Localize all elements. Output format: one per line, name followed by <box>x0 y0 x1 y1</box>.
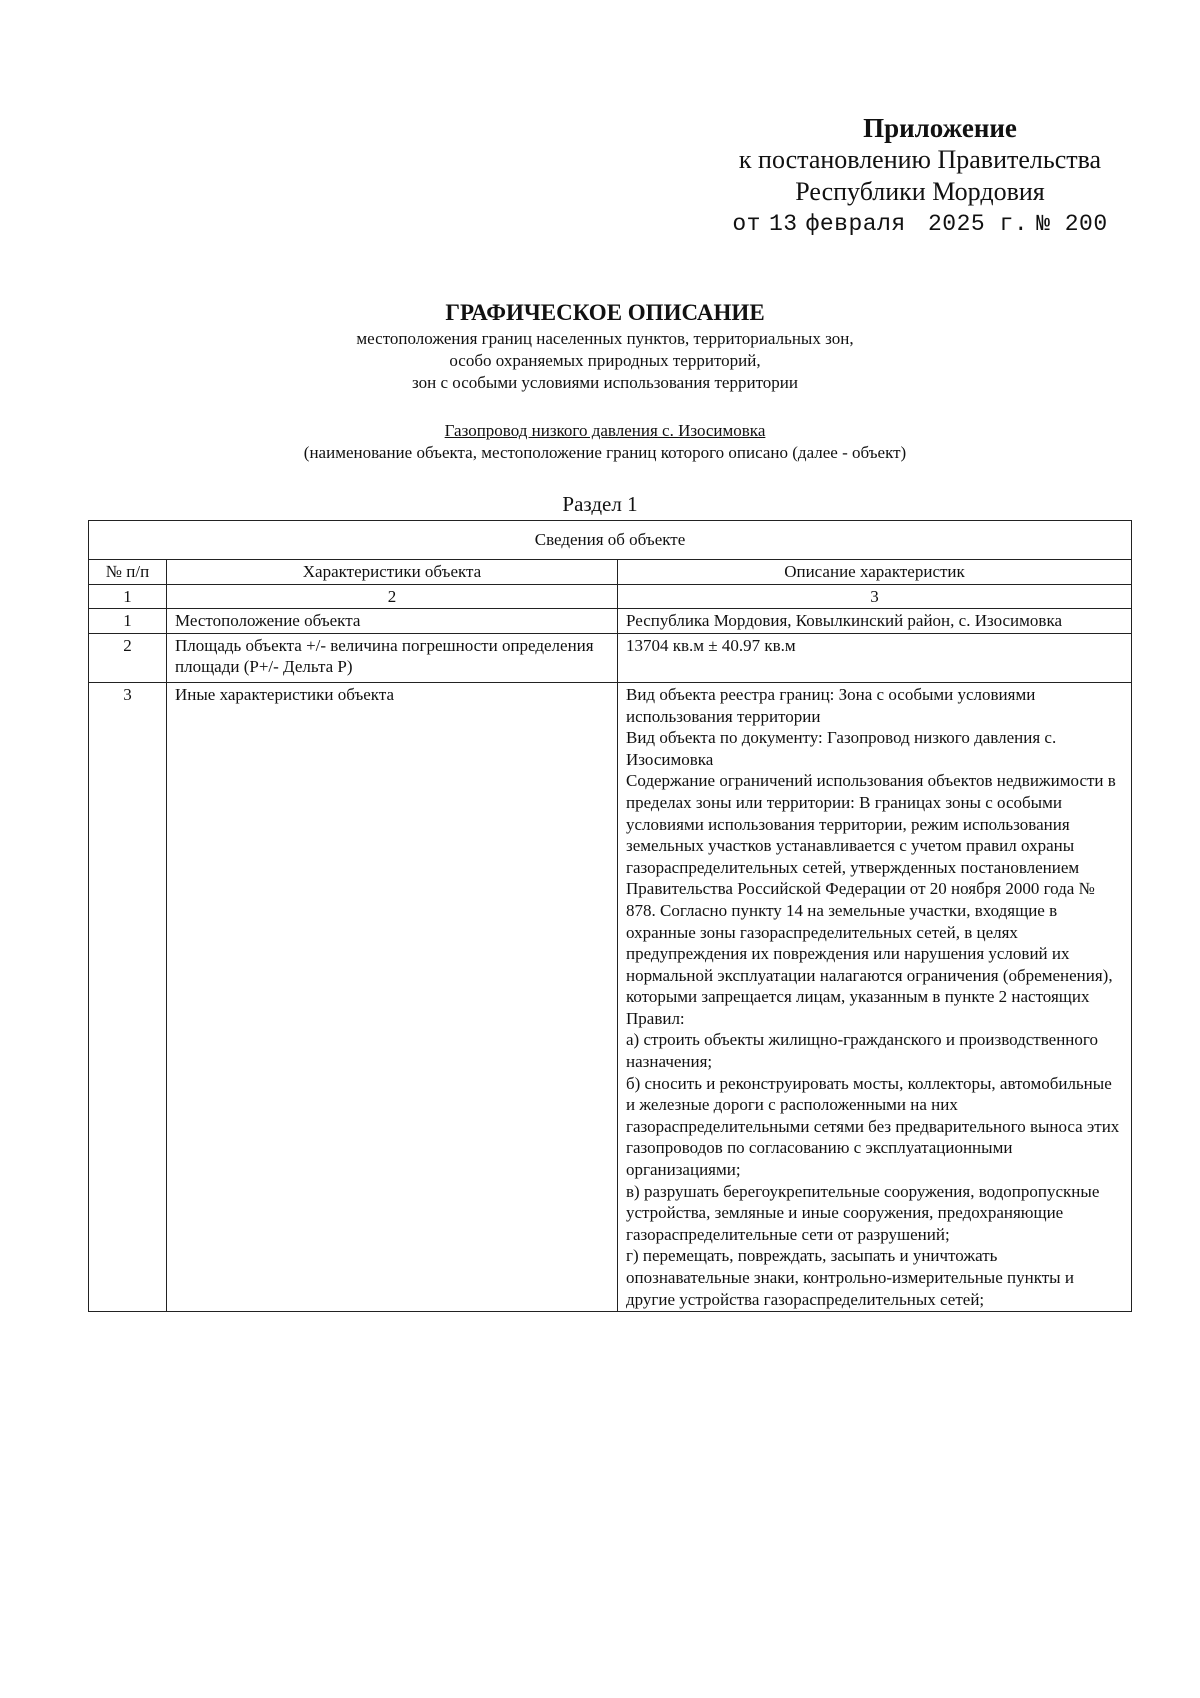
description-paragraph: Вид объекта по документу: Газопровод низкого давления с. Изосимовка <box>626 728 1057 769</box>
description-paragraph: Содержание ограничений использования объектов недвижимости в пределах зоны или территории: В границах зоны с особыми условиями использования территории, режим использования земельных участков устанавливается с учетом правил охраны газораспределительных сетей, утвержденных постановлением Правительства Российской Федерации от 20 ноября 2000 года № 878. Согласно пункту 14 на земельные участки, входящие в охранные зоны газораспределительных сетей, в целях предупреждения их повреждения или нарушения условий их нормальной эксплуатации налагаются ограничения (обременения), которыми запрещается лицам, указанным в пункте 2 настоящих Правил: <box>626 771 1116 1028</box>
document-heading <box>140 298 1070 394</box>
table-row <box>89 633 1132 682</box>
row-characteristic: Местоположение объекта <box>167 609 618 634</box>
annex-line-1: к постановлению Правительства <box>738 145 1102 174</box>
object-info-table <box>88 520 1132 1312</box>
column-header-description: Описание характеристик <box>618 560 1132 585</box>
description-paragraph: а) строить объекты жилищно-гражданского и производственного назначения; <box>626 1030 1098 1072</box>
table-header-row <box>89 560 1132 585</box>
row-number: 2 <box>89 633 167 682</box>
description-paragraph: г) перемещать, повреждать, засыпать и уничтожать опознавательные знаки, контрольно-измерительные пункты и другие устройства газораспределительных сетей; <box>626 1246 1074 1309</box>
annex-title: Приложение <box>863 113 1017 143</box>
table-caption: Сведения об объекте <box>89 521 1132 560</box>
object-name-block <box>140 420 1070 464</box>
object-name-caption: (наименование объекта, местоположение границ которого описано (далее - объект) <box>303 443 907 462</box>
document-subtitle-1: местоположения границ населенных пунктов, территориальных зон, <box>356 329 854 348</box>
column-header-characteristic: Характеристики объекта <box>167 560 618 585</box>
document-title: ГРАФИЧЕСКОЕ ОПИСАНИЕ <box>445 300 765 325</box>
annex-date <box>700 208 1140 240</box>
object-name: Газопровод низкого давления с. Изосимовка <box>444 421 766 440</box>
row-number: 1 <box>89 609 167 634</box>
table-row <box>89 609 1132 634</box>
description-paragraph: в) разрушать берегоукрепительные сооружения, водопропускные устройства, земляные и иные сооружения, предохраняющие газораспределительные сети от разрушений; <box>626 1181 1100 1244</box>
description-paragraph: б) сносить и реконструировать мосты, коллекторы, автомобильные и железные дороги с расположенными на них газораспределительными сетями без предварительного выноса этих газопроводов по согласованию с эксплуатационными организациями; <box>626 1073 1120 1180</box>
annex-line-2: Республики Мордовия <box>795 177 1045 206</box>
description-paragraph: Вид объекта реестра границ: Зона с особыми условиями использования территории <box>626 684 1036 726</box>
annex-block <box>700 112 1140 240</box>
document-subtitle-3: зон с особыми условиями использования территории <box>412 373 798 392</box>
column-number-1: 1 <box>89 584 167 609</box>
column-header-num: № п/п <box>89 560 167 585</box>
row-description: 13704 кв.м ± 40.97 кв.м <box>618 633 1132 682</box>
annex-number: № 200 <box>1036 211 1108 237</box>
table-caption-row <box>89 521 1132 560</box>
annex-day: 13 <box>768 211 798 237</box>
column-number-2: 2 <box>167 584 618 609</box>
row-number: 3 <box>89 682 167 1311</box>
document-subtitle-2: особо охраняемых природных территорий, <box>449 351 761 370</box>
annex-year: 2025 г. <box>928 211 1029 237</box>
row-description: Республика Мордовия, Ковылкинский район, с. Изосимовка <box>618 609 1132 634</box>
row-characteristic: Иные характеристики объекта <box>167 682 618 1311</box>
column-number-3: 3 <box>618 584 1132 609</box>
row-characteristic: Площадь объекта +/- величина погрешности определения площади (Р+/- Дельта Р) <box>167 633 618 682</box>
section-title: Раздел 1 <box>562 492 638 516</box>
row-description <box>618 682 1132 1311</box>
table-column-numbers-row <box>89 584 1132 609</box>
table-row <box>89 682 1132 1311</box>
annex-month: февраля <box>805 211 906 237</box>
annex-date-prefix: от <box>732 211 761 237</box>
